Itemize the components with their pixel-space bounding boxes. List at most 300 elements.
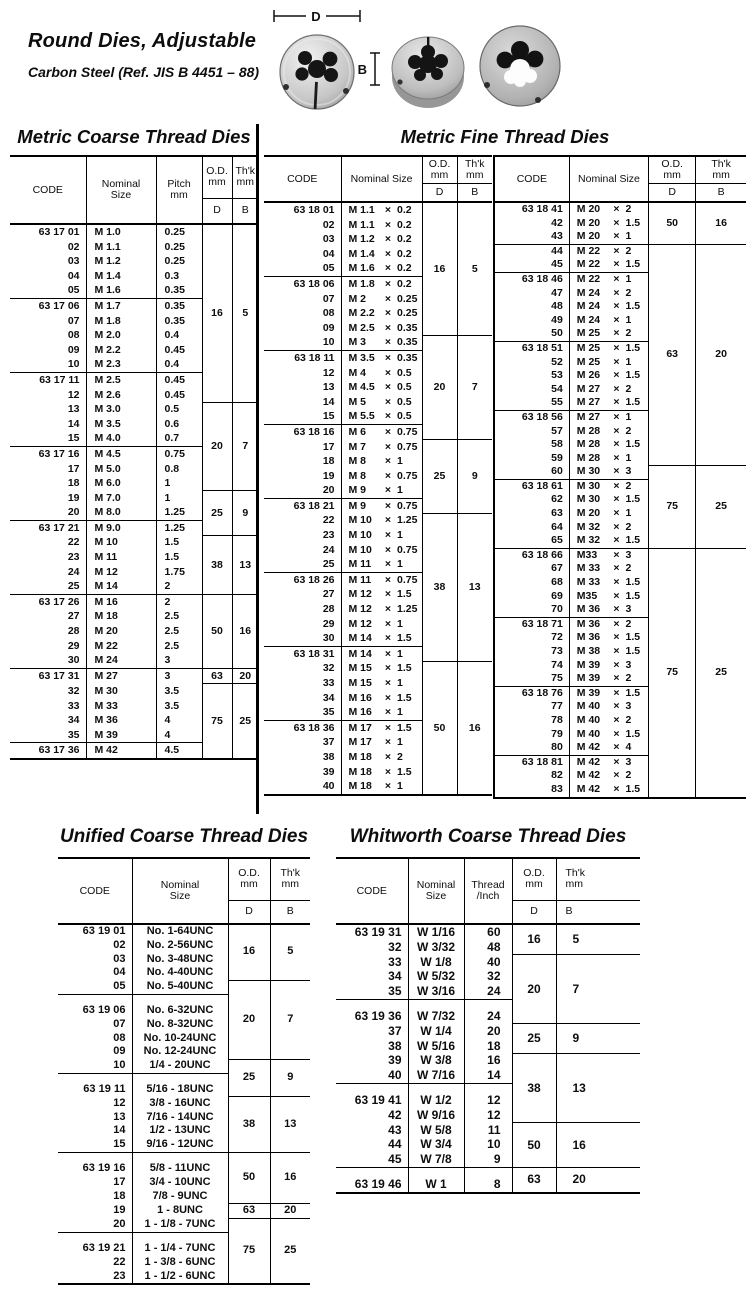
cell-size: M 18 xyxy=(86,609,156,624)
cell-code: 24 xyxy=(264,543,341,558)
cell-code: 32 xyxy=(10,684,86,699)
col-header-thread-inch: Thread /Inch xyxy=(464,858,512,924)
cell-code: 63 18 06 xyxy=(264,276,341,291)
cell-p: 1.5 xyxy=(624,217,649,231)
cell-thk-b: 20 xyxy=(696,244,746,465)
cell-x: × xyxy=(381,646,395,661)
cell-tpi: 48 xyxy=(464,940,512,955)
cell-x: × xyxy=(613,396,620,409)
col-header-thk: Th'k mm xyxy=(556,858,640,900)
cell-m: M 27 xyxy=(569,410,609,424)
cell-p: 2 xyxy=(624,202,649,217)
cell-x: × xyxy=(384,514,392,527)
section-title-metric-coarse: Metric Coarse Thread Dies xyxy=(17,126,251,147)
cell-thk-b: 16 xyxy=(270,1152,310,1203)
cell-m: M 6 xyxy=(341,424,381,439)
cell-pitch: 0.25 xyxy=(156,254,202,269)
cell-x: × xyxy=(384,603,392,616)
cell-x: × xyxy=(384,558,392,571)
metric-coarse-section xyxy=(10,126,258,760)
cell-code: 43 xyxy=(336,1123,408,1138)
cell-pitch: 0.5 xyxy=(156,402,202,417)
cell-p: 1.25 xyxy=(395,513,422,528)
cell-code: 22 xyxy=(10,535,86,550)
cell-p: 1 xyxy=(395,779,422,795)
cell-od-d: 25 xyxy=(202,491,232,536)
cell-m: M33 xyxy=(569,548,609,562)
cell-code: 25 xyxy=(264,557,341,572)
table-row xyxy=(336,924,640,940)
cell-tpi: 40 xyxy=(464,955,512,970)
table-row xyxy=(494,548,746,562)
table-row xyxy=(10,684,258,699)
table-row xyxy=(494,244,746,258)
cell-pitch: 3 xyxy=(156,668,202,684)
cell-code: 20 xyxy=(264,483,341,498)
cell-thk-b: 9 xyxy=(556,1024,640,1054)
cell-code: 15 xyxy=(10,431,86,446)
cell-p: 0.5 xyxy=(395,409,422,424)
cell-code: 14 xyxy=(58,1124,132,1138)
cell-x: × xyxy=(609,410,623,424)
cell-tpi: 14 xyxy=(464,1068,512,1083)
cell-size: W 7/32 xyxy=(408,999,464,1023)
cell-m: M 24 xyxy=(576,286,601,299)
cell-od-d: 38 xyxy=(422,513,457,661)
cell-code: 09 xyxy=(58,1045,132,1059)
cell-x: × xyxy=(384,662,392,675)
cell-code: 63 17 26 xyxy=(10,594,86,609)
col-header-d: D xyxy=(512,900,556,924)
cell-x: × xyxy=(384,366,392,379)
cell-m: M 27 xyxy=(576,382,601,395)
metric-fine-table-left xyxy=(264,155,492,796)
cell-code: 63 18 51 xyxy=(494,341,569,355)
cell-size: M 33 xyxy=(86,699,156,714)
cell-m: M 1.2 xyxy=(348,233,375,246)
cell-pitch: 0.6 xyxy=(156,417,202,432)
cell-code: 67 xyxy=(494,562,569,576)
cell-p: 0.75 xyxy=(395,543,422,558)
cell-code: 30 xyxy=(264,631,341,646)
cell-x: × xyxy=(384,691,392,704)
cell-od-d: 16 xyxy=(202,224,232,402)
cell-m: M 33 xyxy=(576,562,601,575)
cell-code: 35 xyxy=(264,705,341,720)
cell-thk-b: 7 xyxy=(556,955,640,1024)
cell-p: 0.5 xyxy=(395,380,422,395)
cell-code: 10 xyxy=(264,335,341,350)
cell-m: M 5.5 xyxy=(348,410,375,423)
cell-code: 44 xyxy=(336,1137,408,1152)
cell-thk-b: 9 xyxy=(270,1059,310,1097)
cell-x: × xyxy=(613,203,620,215)
cell-pitch: 3 xyxy=(156,653,202,668)
cell-x: × xyxy=(609,341,623,355)
cell-code: 33 xyxy=(336,955,408,970)
cell-m: M 3.5 xyxy=(341,350,381,365)
unified-table xyxy=(58,857,310,1285)
metric-fine-table-right xyxy=(493,155,746,799)
cell-code: 63 18 16 xyxy=(264,424,341,439)
cell-m: M 10 xyxy=(348,514,372,527)
cell-size: M 36 xyxy=(86,713,156,728)
cell-code: 07 xyxy=(58,1018,132,1032)
cell-size: 1/2 - 13UNC xyxy=(132,1124,228,1138)
cell-x: × xyxy=(613,672,620,685)
cell-m: M 22 xyxy=(576,258,601,271)
whitworth-section xyxy=(336,826,640,1194)
cell-x: × xyxy=(384,204,392,216)
cell-code: 19 xyxy=(10,491,86,506)
cell-code: 38 xyxy=(264,750,341,765)
cell-m: M 30 xyxy=(576,465,601,478)
cell-p: 1.5 xyxy=(395,765,422,780)
cell-p: 2 xyxy=(624,521,649,535)
col-header-code: CODE xyxy=(58,858,132,924)
cell-pitch: 0.45 xyxy=(156,372,202,387)
cell-m: M 36 xyxy=(576,631,601,644)
cell-thk-b: 13 xyxy=(457,513,492,661)
cell-x: × xyxy=(613,355,620,368)
cell-size: M 7.0 xyxy=(86,491,156,506)
cell-code: 22 xyxy=(264,513,341,528)
cell-size: W 5/8 xyxy=(408,1123,464,1138)
cell-code: 63 18 36 xyxy=(264,720,341,735)
cell-code: 08 xyxy=(58,1032,132,1046)
table-row xyxy=(10,535,258,550)
cell-x: × xyxy=(381,572,395,587)
cell-m: M 11 xyxy=(341,572,381,587)
cell-p: 2 xyxy=(624,244,649,258)
cell-od-d: 63 xyxy=(202,668,232,684)
cell-m: M 15 xyxy=(348,662,372,675)
cell-size: No. 4-40UNC xyxy=(132,966,228,980)
cell-p: 1 xyxy=(395,617,422,632)
cell-p: 0.2 xyxy=(395,247,422,262)
cell-od-d: 63 xyxy=(228,1203,270,1218)
die-tilted-view xyxy=(392,37,464,108)
cell-p: 0.75 xyxy=(395,498,422,513)
cell-pitch: 0.75 xyxy=(156,446,202,461)
cell-size: 9/16 - 12UNC xyxy=(132,1138,228,1152)
cell-pitch: 0.3 xyxy=(156,269,202,284)
cell-x: × xyxy=(384,321,392,334)
cell-code: 40 xyxy=(336,1068,408,1083)
cell-m: M 20 xyxy=(576,203,601,215)
table-row xyxy=(494,202,746,217)
cell-pitch: 1 xyxy=(156,491,202,506)
cell-m: M 22 xyxy=(569,272,609,286)
cell-code: 04 xyxy=(58,966,132,980)
cell-x: × xyxy=(384,736,392,749)
cell-size: M 27 xyxy=(86,668,156,684)
col-header-code: CODE xyxy=(264,156,341,202)
table-row xyxy=(10,491,258,506)
cell-od-d: 20 xyxy=(202,402,232,491)
cell-x: × xyxy=(613,424,620,437)
cell-code: 39 xyxy=(264,765,341,780)
cell-thk-b: 5 xyxy=(556,924,640,955)
cell-code: 17 xyxy=(10,462,86,477)
cell-m: M 12 xyxy=(348,588,372,601)
cell-p: 0.35 xyxy=(395,321,422,336)
cell-x: × xyxy=(384,233,392,246)
metric-coarse-table xyxy=(10,155,258,760)
cell-code: 74 xyxy=(494,659,569,673)
cell-code: 63 17 16 xyxy=(10,446,86,461)
cell-m: M 1.1 xyxy=(348,204,375,216)
cell-pitch: 2.5 xyxy=(156,609,202,624)
cell-m: M 38 xyxy=(576,645,601,657)
cell-code: 80 xyxy=(494,741,569,755)
cell-p: 1.5 xyxy=(395,661,422,676)
cell-code: 52 xyxy=(494,356,569,370)
cell-od-d: 63 xyxy=(512,1167,556,1192)
cell-code: 57 xyxy=(494,425,569,439)
cell-code: 05 xyxy=(264,261,341,276)
cell-size: 1/4 - 20UNC xyxy=(132,1059,228,1073)
cell-size: M 1.8 xyxy=(86,314,156,329)
cell-p: 1 xyxy=(624,230,649,244)
cell-size: M 1.4 xyxy=(86,269,156,284)
cell-size: M 11 xyxy=(86,550,156,565)
cell-thk-b: 13 xyxy=(556,1053,640,1122)
cell-pitch: 3.5 xyxy=(156,699,202,714)
cell-x: × xyxy=(613,782,620,795)
cell-x: × xyxy=(613,727,620,740)
cell-size: M 1.6 xyxy=(86,283,156,298)
cell-m: M 9 xyxy=(341,498,381,513)
cell-p: 1.5 xyxy=(624,438,649,452)
cell-thk-b: 16 xyxy=(556,1123,640,1168)
cell-x: × xyxy=(384,262,392,275)
cell-od-d: 50 xyxy=(202,594,232,668)
cell-p: 1 xyxy=(624,507,649,521)
cell-thk-b: 20 xyxy=(556,1167,640,1192)
cell-code: 44 xyxy=(494,244,569,258)
cell-code: 69 xyxy=(494,590,569,604)
unified-rows xyxy=(58,924,310,1284)
cell-x: × xyxy=(384,395,392,408)
die-backlit-view xyxy=(480,26,560,106)
cell-code: 63 19 46 xyxy=(336,1167,408,1192)
cell-x: × xyxy=(384,543,392,556)
cell-p: 1 xyxy=(624,356,649,370)
cell-m: M 1.8 xyxy=(341,276,381,291)
cell-x: × xyxy=(613,230,620,243)
cell-size: 1 - 1/8 - 7UNC xyxy=(132,1218,228,1232)
cell-p: 1.5 xyxy=(624,369,649,383)
cell-od-d: 25 xyxy=(422,440,457,514)
cell-od-d: 38 xyxy=(512,1053,556,1122)
cell-size: W 5/16 xyxy=(408,1039,464,1054)
unified-section xyxy=(58,826,310,1285)
cell-m: M 12 xyxy=(348,617,372,630)
cell-code: 29 xyxy=(264,617,341,632)
cell-code: 63 17 01 xyxy=(10,224,86,240)
cell-x: × xyxy=(384,307,392,320)
cell-od-d: 50 xyxy=(512,1123,556,1168)
cell-od-d: 25 xyxy=(228,1059,270,1097)
cell-x: × xyxy=(384,588,392,601)
cell-m: M 25 xyxy=(569,341,609,355)
cell-code: 03 xyxy=(58,953,132,967)
cell-code: 19 xyxy=(264,469,341,484)
cell-p: 1 xyxy=(395,557,422,572)
cell-code: 54 xyxy=(494,383,569,397)
cell-size: W 3/32 xyxy=(408,940,464,955)
cell-size: 3/4 - 10UNC xyxy=(132,1176,228,1190)
cell-size: M 3.5 xyxy=(86,417,156,432)
cell-thk-b: 5 xyxy=(457,202,492,335)
cell-p: 2 xyxy=(624,617,649,631)
cell-p: 2 xyxy=(624,714,649,728)
cell-x: × xyxy=(609,617,623,631)
cell-code: 22 xyxy=(58,1256,132,1270)
cell-m: M 39 xyxy=(576,672,601,685)
cell-code: 09 xyxy=(264,321,341,336)
cell-code: 05 xyxy=(10,283,86,298)
cell-x: × xyxy=(384,440,392,453)
cell-code: 63 18 56 xyxy=(494,410,569,424)
cell-code: 79 xyxy=(494,728,569,742)
cell-m: M 14 xyxy=(348,632,372,645)
cell-tpi: 20 xyxy=(464,1024,512,1039)
cell-m: M 42 xyxy=(576,741,601,754)
cell-tpi: 12 xyxy=(464,1083,512,1107)
cell-tpi: 11 xyxy=(464,1123,512,1138)
table-row xyxy=(336,1167,640,1192)
cell-x: × xyxy=(384,410,392,423)
cell-pitch: 4 xyxy=(156,728,202,743)
cell-x: × xyxy=(384,484,392,497)
cell-size: M 12 xyxy=(86,565,156,580)
cell-m: M 17 xyxy=(341,720,381,735)
cell-m: M 32 xyxy=(576,534,601,547)
cell-p: 1.5 xyxy=(624,728,649,742)
cell-p: 1.5 xyxy=(624,258,649,272)
cell-thk-b: 16 xyxy=(232,594,258,668)
cell-m: M 2.2 xyxy=(348,307,375,320)
cell-code: 63 19 11 xyxy=(58,1073,132,1096)
whitworth-rows xyxy=(336,924,640,1193)
cell-code: 63 18 41 xyxy=(494,202,569,217)
cell-code: 63 18 01 xyxy=(264,202,341,218)
cell-m: M 39 xyxy=(576,658,601,671)
cell-code: 53 xyxy=(494,369,569,383)
cell-m: M 1.4 xyxy=(348,247,375,260)
cell-p: 1.5 xyxy=(395,631,422,646)
cell-p: 1.5 xyxy=(624,783,649,798)
cell-code: 34 xyxy=(336,969,408,984)
die-front-view xyxy=(280,35,354,109)
col-header-od: O.D. mm xyxy=(649,156,696,183)
cell-size: M 6.0 xyxy=(86,476,156,491)
cell-x: × xyxy=(613,562,620,575)
cell-x: × xyxy=(613,534,620,547)
cell-p: 0.75 xyxy=(395,440,422,455)
cell-p: 2 xyxy=(624,383,649,397)
cell-x: × xyxy=(613,631,620,644)
cell-size: W 3/8 xyxy=(408,1053,464,1068)
cell-size: W 1/2 xyxy=(408,1083,464,1107)
cell-x: × xyxy=(384,529,392,542)
cell-m: M35 xyxy=(576,589,598,602)
cell-code: 63 18 76 xyxy=(494,686,569,700)
cell-od-d: 50 xyxy=(649,202,696,244)
cell-p: 2 xyxy=(624,287,649,301)
dimension-d-label: D xyxy=(311,9,321,24)
cell-od-d: 16 xyxy=(228,924,270,980)
cell-code: 60 xyxy=(494,465,569,479)
table-row xyxy=(58,980,310,994)
col-header-b: B xyxy=(270,900,310,924)
cell-pitch: 0.35 xyxy=(156,314,202,329)
cell-x: × xyxy=(613,589,620,602)
cell-code: 63 18 11 xyxy=(264,350,341,365)
cell-pitch: 2 xyxy=(156,579,202,594)
cell-size: W 1/4 xyxy=(408,1024,464,1039)
cell-thk-b: 25 xyxy=(270,1218,310,1284)
cell-code: 09 xyxy=(10,343,86,358)
cell-size: M 22 xyxy=(86,639,156,654)
cell-p: 0.75 xyxy=(395,424,422,439)
cell-size: 1 - 1/4 - 7UNC xyxy=(132,1232,228,1255)
cell-code: 63 19 06 xyxy=(58,994,132,1017)
page-title: Round Dies, Adjustable xyxy=(28,30,257,52)
cell-od-d: 63 xyxy=(649,244,696,465)
table-row xyxy=(58,1203,310,1218)
cell-thk-b: 9 xyxy=(457,440,492,514)
cell-code: 02 xyxy=(58,939,132,953)
cell-code: 63 19 16 xyxy=(58,1152,132,1175)
cell-size: M 2.3 xyxy=(86,357,156,372)
cell-p: 0.35 xyxy=(395,350,422,365)
cell-size: M 2.5 xyxy=(86,372,156,387)
cell-p: 2 xyxy=(395,750,422,765)
cell-m: M 18 xyxy=(348,765,372,778)
cell-m: M 20 xyxy=(576,230,601,243)
cell-code: 43 xyxy=(494,230,569,244)
cell-code: 04 xyxy=(264,247,341,262)
cell-size: W 1 xyxy=(408,1167,464,1192)
cell-p: 2 xyxy=(624,672,649,686)
col-header-b: B xyxy=(457,183,492,202)
col-header-d: D xyxy=(422,183,457,202)
cell-x: × xyxy=(613,327,620,340)
cell-p: 1 xyxy=(395,483,422,498)
col-header-od: O.D. mm xyxy=(512,858,556,900)
cell-code: 63 18 66 xyxy=(494,548,569,562)
cell-p: 0.25 xyxy=(395,306,422,321)
cell-code: 18 xyxy=(58,1190,132,1204)
dimension-b xyxy=(370,53,380,85)
cell-code: 37 xyxy=(264,735,341,750)
cell-x: × xyxy=(381,350,395,365)
cell-code: 63 19 21 xyxy=(58,1232,132,1255)
col-header-od: O.D. mm xyxy=(422,156,457,183)
table-row xyxy=(336,1024,640,1039)
col-header-nominal-size: Nominal Size xyxy=(569,156,648,202)
cell-x: × xyxy=(381,720,395,735)
table-row xyxy=(264,513,492,528)
cell-m: M 28 xyxy=(576,451,601,464)
cell-m: M 42 xyxy=(576,782,601,795)
col-header-nominal-size: Nominal Size xyxy=(132,858,228,924)
col-header-b: B xyxy=(232,198,258,224)
cell-size: M 20 xyxy=(86,624,156,639)
